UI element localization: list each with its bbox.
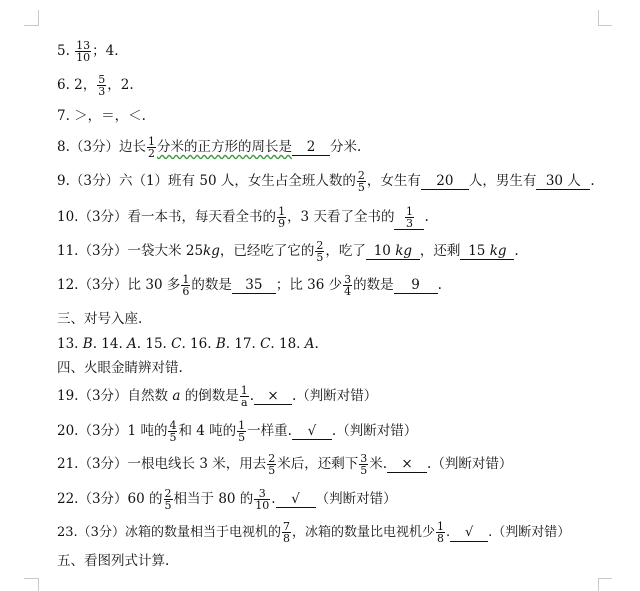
line-prefix: 21.（3分）一根电线长 3 米，用去 (57, 456, 267, 472)
line-suffix: .（判断对错） (331, 423, 418, 439)
choice-letter: B (82, 336, 93, 352)
numerator: 1 (240, 384, 248, 397)
judgement-blank: √ (450, 525, 488, 542)
fraction (343, 274, 352, 297)
line-text: 相当于 80 的 (173, 491, 254, 507)
line-text: 7. ＞，＝，＜. (57, 108, 146, 124)
section-title: 三、对号入座. (57, 311, 143, 327)
section-heading-5 (57, 553, 169, 569)
answer-line-9 (57, 170, 595, 193)
line-text: 米后，还剩下 (277, 456, 359, 472)
fraction (164, 488, 173, 511)
line-suffix: . (314, 336, 319, 352)
numerator: 2 (316, 239, 324, 252)
answer-line-21 (57, 453, 512, 476)
variable: a (172, 388, 181, 404)
denominator: 4 (344, 285, 352, 298)
line-text: . (271, 491, 276, 507)
crop-mark-top-right-h (598, 25, 612, 26)
section-title: 五、看图列式计算. (57, 553, 170, 569)
line-prefix: 6. 2， (57, 77, 97, 93)
fraction (436, 521, 445, 544)
numerator: 2 (164, 487, 172, 500)
judgement-blank: × (387, 456, 427, 473)
line-text: ，吃了 (325, 243, 366, 259)
crop-mark-bottom-left-h (24, 578, 38, 579)
numerator: 13 (76, 39, 91, 52)
answer-blank: 20 (421, 173, 469, 190)
item-number: . 16. (181, 336, 216, 352)
line-text: 的数是 (353, 277, 394, 293)
answer-line-20 (57, 420, 417, 443)
line-text: ；比 36 少 (275, 277, 343, 293)
numerator: 3 (254, 488, 270, 500)
item-number: 13. (57, 336, 83, 352)
denominator: 9 (278, 217, 286, 230)
line-text: 的倒数是 (180, 388, 239, 404)
line-text: ，女生有 (366, 173, 421, 189)
numerator: 4 (169, 419, 177, 432)
fraction (405, 206, 414, 229)
fraction (240, 385, 249, 408)
numerator: 1 (436, 520, 444, 533)
answer-line-12 (57, 274, 442, 297)
line-suffix: . (514, 243, 519, 259)
line-text: 一样重. (247, 423, 292, 439)
denominator: 5 (164, 499, 172, 512)
answer-blank (394, 206, 424, 230)
answer-line-6 (57, 74, 134, 97)
answer-line-10 (57, 206, 429, 230)
line-suffix: . (590, 173, 595, 189)
line-suffix: .（判断对错） (427, 456, 513, 472)
answer-line-13-18 (57, 336, 319, 352)
line-suffix: . (424, 209, 429, 225)
unit: kg (395, 243, 413, 259)
numerator: 3 (344, 273, 352, 286)
line-suffix: 分米. (329, 139, 362, 155)
fraction (315, 240, 324, 263)
line-text: ，3 天看了全书的 (287, 209, 395, 225)
crop-mark-top-left-h (24, 25, 38, 26)
crop-mark-bottom-right-h (598, 578, 612, 579)
section-heading-4 (57, 360, 183, 376)
answer-blank (366, 243, 420, 260)
line-suffix: ；4. (92, 43, 119, 59)
choice-letter: B (215, 336, 226, 352)
line-text: 米. (369, 456, 388, 472)
answer-blank: 2 (292, 139, 330, 156)
denominator: 6 (182, 285, 190, 298)
denominator: 10 (255, 499, 270, 512)
denominator: a (240, 396, 248, 409)
denominator: 8 (282, 532, 290, 545)
fraction (254, 488, 270, 511)
unit: kg (489, 243, 507, 259)
choice-letter: A (304, 336, 315, 352)
answer-blank: 30 人 (536, 173, 590, 190)
crop-mark-bottom-left (38, 578, 39, 591)
line-text: . (249, 388, 255, 404)
crop-mark-top-left (38, 10, 39, 26)
answer-blank: 9 (394, 277, 438, 294)
crop-mark-top-right (598, 10, 599, 26)
answer-line-8 (57, 136, 361, 159)
answer-line-23 (57, 521, 570, 544)
item-number: . 15. (136, 336, 172, 352)
denominator: 5 (268, 464, 276, 477)
answer-line-11 (57, 240, 519, 263)
answer-line-22 (57, 488, 397, 511)
fraction (277, 206, 286, 229)
fraction (168, 420, 177, 443)
denominator: 5 (316, 251, 324, 264)
numerator: 7 (282, 520, 290, 533)
denominator: 5 (238, 431, 246, 444)
answer-line-5 (57, 40, 119, 63)
denominator: 5 (357, 181, 365, 194)
line-text: ，已经吃了它的 (219, 243, 315, 259)
line-prefix: 9.（3分）六（1）班有 50 人，女生占全班人数的 (57, 173, 356, 189)
answer-blank (460, 243, 514, 260)
numerator: 5 (98, 73, 106, 86)
denominator: 10 (76, 51, 91, 64)
numerator: 1 (278, 205, 286, 218)
answer-value: 15 (468, 243, 486, 259)
line-prefix: 10.（3分）看一本书，每天看全书的 (57, 209, 277, 225)
choice-letter: C (260, 336, 271, 352)
line-prefix: 19.（3分）自然数 (57, 388, 173, 404)
crop-mark-bottom-right (598, 578, 599, 591)
line-text: ，还剩 (419, 243, 461, 259)
numerator: 1 (147, 135, 155, 148)
judgement-blank: × (254, 388, 292, 405)
line-prefix: 11.（3分）一袋大米 25 (57, 243, 204, 259)
line-text: 的数是 (191, 277, 232, 293)
denominator: 8 (436, 532, 444, 545)
line-prefix: 23.（3分）冰箱的数量相当于电视机的 (57, 525, 281, 540)
section-heading-3 (57, 311, 142, 327)
fraction (357, 170, 366, 193)
answer-value: 10 (373, 243, 391, 259)
line-text: . (445, 525, 451, 540)
line-suffix: .（判断对错） (292, 388, 378, 404)
line-prefix: 12.（3分）比 30 多 (57, 277, 181, 293)
fraction (181, 274, 190, 297)
numerator: 3 (360, 452, 368, 465)
answer-line-7 (57, 108, 146, 124)
answer-blank: 35 (232, 277, 276, 294)
line-suffix: ，2. (107, 77, 134, 93)
judgement-blank: √ (276, 491, 316, 508)
fraction (267, 453, 276, 476)
line-text: 和 4 吨的 (178, 423, 237, 439)
line-text: ，冰箱的数量比电视机少 (291, 525, 435, 540)
numerator: 1 (238, 419, 246, 432)
line-prefix: 20.（3分）1 吨的 (57, 423, 168, 439)
fraction (97, 74, 106, 97)
fraction (237, 420, 246, 443)
item-number: . 14. (92, 336, 128, 352)
judgement-blank: √ (292, 423, 332, 440)
item-number: . 18. (270, 336, 305, 352)
line-prefix: 22.（3分）60 的 (57, 491, 163, 507)
line-prefix: 5. (57, 43, 75, 59)
fraction (75, 40, 91, 63)
fraction (359, 453, 368, 476)
numerator: 2 (357, 169, 365, 182)
numerator: 1 (182, 273, 190, 286)
fraction (282, 521, 291, 544)
fraction (147, 136, 156, 159)
section-title: 四、火眼金睛辨对错. (57, 360, 183, 376)
denominator: 3 (98, 85, 106, 98)
denominator: 5 (169, 431, 177, 444)
choice-letter: A (127, 336, 137, 352)
line-suffix: （判断对错） (315, 491, 397, 507)
line-text: 人，男生有 (468, 173, 537, 189)
line-suffix: .（判断对错） (488, 525, 571, 540)
numerator: 1 (405, 205, 413, 218)
answer-line-19 (57, 385, 377, 408)
line-suffix: . (437, 277, 442, 293)
unit: kg (203, 243, 220, 259)
item-number: . 17. (225, 336, 261, 352)
line-prefix: 8.（3分）边长 (57, 139, 146, 155)
denominator: 5 (360, 464, 368, 477)
numerator: 2 (268, 452, 276, 465)
denominator: 2 (147, 147, 155, 160)
denominator: 3 (405, 217, 413, 230)
line-text: 分米的正方形的周长是 (156, 139, 292, 155)
choice-letter: C (171, 336, 182, 352)
